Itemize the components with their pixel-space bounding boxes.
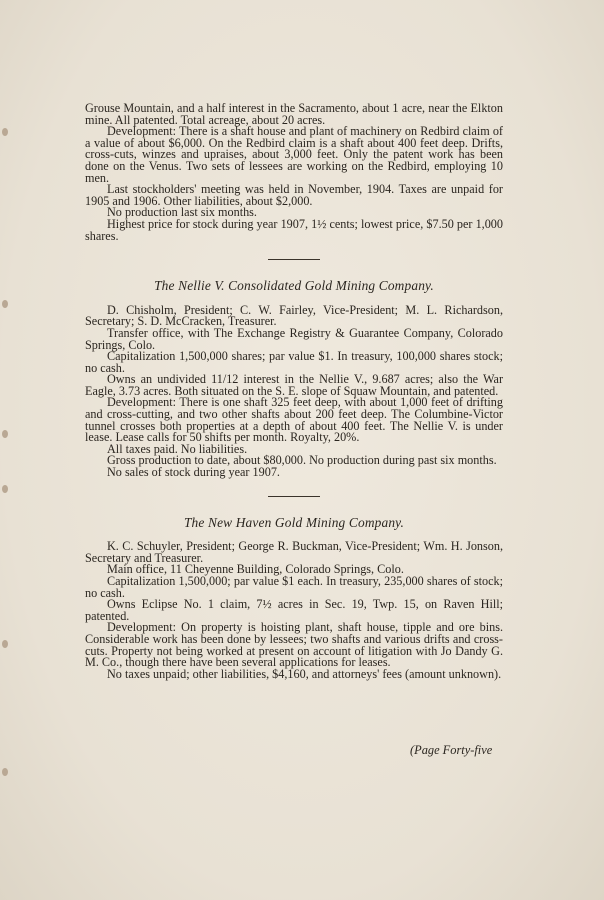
document-body [85,103,503,680]
section-divider [268,259,320,260]
paragraph: Capitalization 1,500,000 shares; par value $1. In treasury, 100,000 shares stock; no cash. [85,349,503,375]
paragraph: Last stockholders' meeting was held in November, 1904. Taxes are unpaid for 1905 and 1906. Other liabilities, about $2,000. [85,182,503,208]
paragraph: Development: There is one shaft 325 feet deep, with about 1,000 feet of drifting and cross-cutting, and two other shafts about 200 feet deep. The Columbine-Victor tunnel crosses both properties at a depth of about 400 feet. The Nellie V. is under lease. Lease calls for 50 shifts per month. Royalty, 20%. [85,395,503,445]
paragraph: Owns an undivided 11/12 interest in the Nellie V., 9.687 acres; also the War Eagle, 3.73 acres. Both situated on the S. E. slope of Squaw Mountain, and patented. [85,372,503,398]
page-number: (Page Forty-five [410,743,493,757]
paragraph: No sales of stock during year 1907. [107,465,280,480]
paragraph: Owns Eclipse No. 1 claim, 7½ acres in Sec. 19, Twp. 15, on Raven Hill; patented. [85,597,503,623]
paragraph: Development: There is a shaft house and plant of machinery on Redbird claim of a value of about $6,000. On the Redbird claim is a shaft about 400 feet deep. Drifts, cross-cuts, winzes and upraises, about 3,000 feet. Only the patent work has been done on the Venus. Two sets of lessees are working on the Redbird, employing 10 men. [85,124,503,185]
paragraph: Highest price for stock during year 1907, 1½ cents; lowest price, $7.50 per 1,000 shares. [85,216,503,243]
section-divider [268,496,320,497]
paragraph: Development: On property is hoisting plant, shaft house, tipple and ore bins. Considerable work has been done by lessees; two shafts and various drifts and cross-cuts. Property not being worked at present on account of litigation with Jo Dandy G. M. Co., though there have been several applications for leases. [85,620,503,670]
paragraph: All taxes paid. No liabilities. [107,441,248,456]
paragraph: Transfer office, with The Exchange Registry & Guarantee Company, Colorado Springs, Colo. [85,325,503,352]
paragraph: No production last six months. [107,205,257,220]
paragraph: K. C. Schuyler, President; George R. Buckman, Vice-President; Wm. H. Jonson, Secretary and Treasurer. [85,539,503,565]
paragraph: D. Chisholm, President; C. W. Fairley, Vice-President; M. L. Richardson, Secretary; S. D. McCracken, Treasurer. [85,302,503,329]
paragraph: Capitalization 1,500,000; par value $1 each. In treasury, 235,000 shares of stock; no cash. [85,574,503,600]
section-title-new-haven: The New Haven Gold Mining Company. [183,514,405,530]
paragraph: Grouse Mountain, and a half interest in the Sacramento, about 1 acre, near the Elkton mine. All patented. Total acreage, about 20 acres. [85,101,503,127]
paragraph: Gross production to date, about $80,000. No production during past six months. [107,453,497,468]
paragraph: No taxes unpaid; other liabilities, $4,160, and attorneys' fees (amount unknown). [107,666,502,681]
paragraph: Main office, 11 Cheyenne Building, Colorado Springs, Colo. [107,562,404,577]
section-title-nellie: The Nellie V. Consolidated Gold Mining Company. [154,278,434,294]
